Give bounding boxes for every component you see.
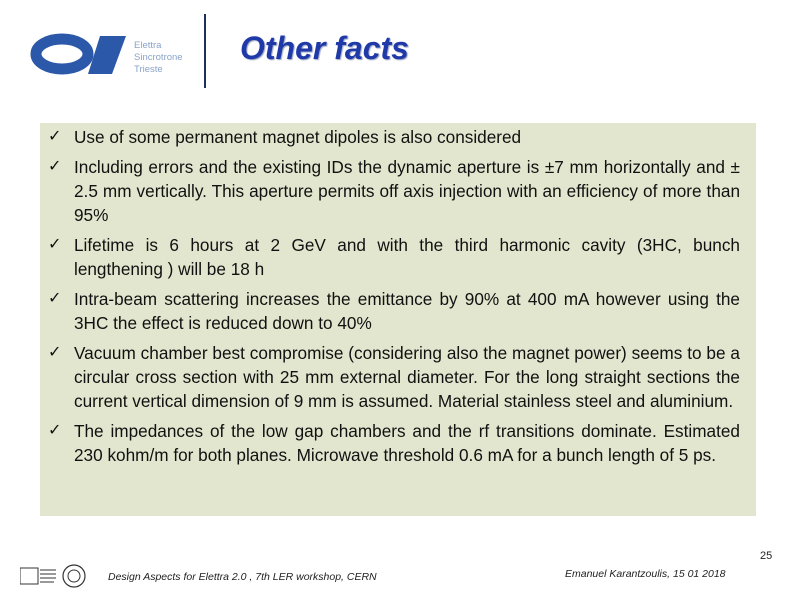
checkmark-icon: ✓ [48, 128, 62, 145]
bullet-item [48, 125, 740, 149]
header-divider [204, 14, 206, 88]
logo-text [134, 40, 183, 76]
content-box [40, 123, 756, 516]
bullet-item [48, 287, 740, 335]
bullet-text: The impedances of the low gap chambers and the rf transitions dominate. Estimated 230 kohm/m for both planes. Microwave threshold 0.6 mA for a bunch length of 5 ps. [74, 421, 740, 465]
bullet-text: Including errors and the existing IDs the dynamic aperture is ±7 mm horizontally and ± 2.5 mm vertically. This aperture permits off axis injection with an efficiency of more than 95% [74, 157, 740, 225]
checkmark-icon: ✓ [48, 290, 62, 307]
page-number: 25 [760, 550, 773, 562]
bullet-text: Use of some permanent magnet dipoles is also considered [74, 127, 522, 147]
bullet-text: Lifetime is 6 hours at 2 GeV and with the third harmonic cavity (3HC, bunch lengthening ) will be 18 h [74, 235, 740, 279]
footer-author-date: Emanuel Karantzoulis, 15 01 2018 [565, 568, 726, 580]
checkmark-icon: ✓ [48, 422, 62, 439]
bullet-text: Intra-beam scattering increases the emittance by 90% at 400 mA however using the 3HC the effect is reduced down to 40% [74, 289, 740, 333]
bullet-item [48, 233, 740, 281]
logo-line: Trieste [134, 64, 163, 75]
bullet-list [40, 123, 756, 467]
bullet-text: Vacuum chamber best compromise (considering also the magnet power) seems to be a circular cross section with 25 mm external diameter. For the long straight sections the current vertical dimension of 9 mm is assumed. Material stainless steel and aluminium. [74, 343, 740, 411]
bullet-item [48, 341, 740, 413]
slide-title: Other facts [240, 30, 409, 66]
footer-event: Design Aspects for Elettra 2.0 , 7th LER workshop, CERN [108, 571, 377, 583]
checkmark-icon: ✓ [48, 236, 62, 253]
institution-logos [20, 560, 90, 590]
checkmark-icon: ✓ [48, 344, 62, 361]
checkmark-icon: ✓ [48, 158, 62, 175]
logo-line: Sincrotrone [134, 52, 183, 63]
elettra-logo [28, 30, 138, 78]
logo-line: Elettra [134, 40, 162, 51]
bullet-item [48, 155, 740, 227]
bullet-item [48, 419, 740, 467]
